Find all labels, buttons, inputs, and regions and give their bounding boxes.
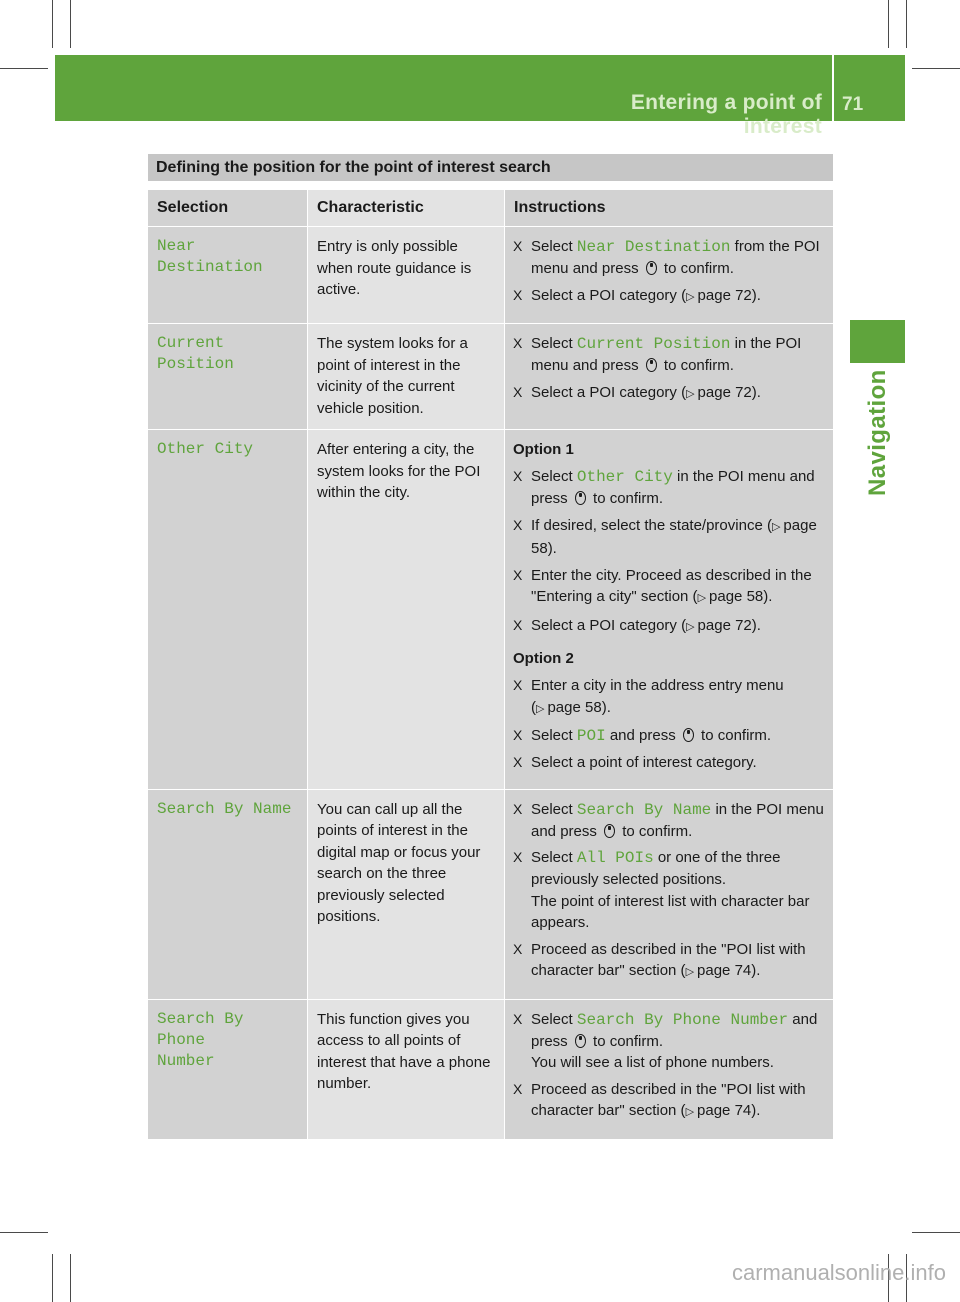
menu-item-name: Other City (576, 468, 673, 486)
step-text: to confirm. You will see a list of phone numbers. (531, 1032, 774, 1071)
instruction-step (513, 799, 826, 843)
step-text: Select (531, 335, 577, 352)
instruction-step (513, 615, 826, 639)
crop-mark (52, 0, 53, 48)
step-text: ). (601, 698, 611, 716)
step-text: Proceed as described in the "POI list with character bar" section ( (531, 940, 806, 979)
step-text: and press (531, 1010, 818, 1050)
characteristic-cell (308, 430, 505, 789)
characteristic-text: You can call up all the points of interest in the digital map or focus your search on the three previously selected positions. (317, 800, 481, 925)
crop-mark (906, 0, 907, 48)
menu-item-name: POI (576, 727, 606, 745)
step-arrow-icon: X (513, 1010, 523, 1027)
instruction-step (513, 1079, 826, 1124)
page-reference: page 58 (547, 698, 602, 716)
step-text: ). (547, 540, 557, 557)
step-text: in the POI menu and press (531, 335, 802, 374)
page-reference: page 74 (697, 962, 752, 979)
instruction-step (513, 752, 826, 774)
table-title: Defining the position for the point of interest search (148, 154, 833, 181)
step-arrow-icon: X (513, 335, 523, 351)
instruction-step (513, 333, 826, 377)
step-text: in the POI menu and press (531, 468, 815, 507)
instructions-cell (505, 790, 833, 999)
step-text: Select a point of interest category. (531, 754, 757, 771)
poi-search-table (148, 154, 833, 1139)
page-reference-arrow-icon: ▷ (771, 520, 781, 533)
step-arrow-icon: X (513, 677, 523, 693)
page-reference-arrow-icon: ▷ (686, 290, 695, 303)
step-text: Select (531, 1010, 577, 1028)
crop-mark (52, 1254, 53, 1302)
controller-knob-icon (604, 824, 615, 838)
characteristic-text: Entry is only possible when route guidance is active. (317, 238, 472, 298)
step-text: ). (751, 962, 761, 979)
selection-cell (148, 324, 308, 429)
column-header-characteristic: Characteristic (308, 190, 505, 226)
step-arrow-icon: X (513, 566, 523, 583)
controller-knob-icon (646, 358, 657, 372)
page-reference-arrow-icon: ▷ (536, 702, 545, 715)
step-arrow-icon: X (513, 727, 523, 743)
crop-mark (70, 0, 71, 48)
page-reference-arrow-icon: ▷ (697, 592, 707, 604)
step-text: in the POI menu and press (531, 800, 824, 840)
step-text: to confirm. (659, 357, 734, 374)
page-reference: page 58 (709, 588, 764, 605)
step-text: ). (751, 616, 761, 634)
characteristic-cell (308, 324, 505, 429)
instruction-step (513, 236, 826, 280)
step-text: Select (531, 849, 577, 866)
table-row (148, 429, 833, 789)
characteristic-cell (308, 227, 505, 323)
instructions-cell (505, 430, 833, 789)
step-text: Select (531, 238, 577, 255)
option-heading: Option 2 (513, 650, 574, 667)
menu-item-name: Near Destination (576, 238, 731, 256)
step-text: to confirm. (696, 727, 772, 744)
instruction-step (513, 515, 826, 560)
watermark: carmanualsonline.info (731, 1260, 946, 1285)
controller-knob-icon (575, 491, 586, 505)
controller-knob-icon (683, 728, 694, 742)
table-body (148, 226, 833, 1139)
step-arrow-icon: X (513, 286, 523, 303)
page-title: Entering a point of interest (630, 91, 822, 138)
step-text: Select (531, 468, 577, 485)
step-text: Proceed as described in the "POI list with character bar" section ( (531, 1080, 806, 1119)
page-reference: page 72 (697, 383, 752, 401)
menu-item-name: Search By Phone Number (576, 1010, 789, 1029)
selection-cell (148, 430, 308, 789)
instruction-step (513, 675, 826, 720)
page-reference-arrow-icon: ▷ (685, 1106, 695, 1118)
selection-cell (148, 1000, 308, 1139)
instruction-step (513, 285, 826, 309)
instructions-cell (505, 1000, 833, 1139)
step-text: Select a POI category ( (531, 286, 687, 304)
step-arrow-icon: X (513, 616, 523, 633)
instruction-step (513, 565, 826, 610)
instruction-step (513, 939, 826, 984)
step-text: Enter a city in the address entry menu ( (531, 677, 784, 716)
crop-mark (0, 1232, 48, 1233)
table-row (148, 323, 833, 429)
selection-menu-item: Search By Phone Number (157, 1009, 244, 1070)
selection-cell (148, 227, 308, 323)
page-number: 71 (842, 94, 864, 115)
characteristic-text: The system looks for a point of interest in the vicinity of the current vehicle position. (317, 335, 468, 417)
column-header-instructions: Instructions (505, 190, 833, 226)
step-arrow-icon: X (513, 849, 523, 865)
table-row (148, 789, 833, 999)
characteristic-text: After entering a city, the system looks for the POI within the city. (317, 441, 481, 501)
characteristic-cell (308, 1000, 505, 1139)
instruction-step (513, 1009, 826, 1074)
selection-cell (148, 790, 308, 999)
step-text: ). (751, 383, 761, 401)
step-arrow-icon: X (513, 1080, 523, 1097)
selection-menu-item: Search By Name (157, 799, 292, 818)
selection-menu-item: Near Destination (157, 237, 263, 276)
step-text: Select (531, 727, 577, 744)
instructions-cell (505, 324, 833, 429)
step-arrow-icon: X (513, 516, 523, 533)
step-arrow-icon: X (513, 383, 523, 400)
page-reference-arrow-icon: ▷ (686, 387, 695, 400)
step-text: ). (751, 286, 761, 304)
step-arrow-icon: X (513, 800, 523, 817)
page-reference: page 72 (697, 616, 752, 634)
step-text: to confirm. (588, 490, 664, 507)
menu-item-name: Search By Name (576, 800, 712, 819)
step-text: ). (751, 1102, 761, 1119)
controller-knob-icon (575, 1034, 586, 1048)
header-divider (832, 55, 834, 121)
step-text: and press (605, 727, 680, 744)
crop-mark (912, 68, 960, 69)
characteristic-text: This function gives you access to all points of interest that have a phone number. (317, 1010, 491, 1092)
table-header-row (148, 190, 833, 226)
option-heading: Option 1 (513, 441, 574, 458)
step-text: to confirm. (618, 822, 693, 840)
column-header-selection: Selection (148, 190, 308, 226)
step-text: to confirm. (659, 260, 734, 277)
table-row (148, 226, 833, 323)
page-reference: page 58 (531, 516, 817, 557)
step-text: from the POI menu and press (531, 238, 820, 277)
step-text: Select a POI category ( (531, 616, 687, 634)
step-text: or one of the three previously selected positions. The point of interest list with character bar appears. (531, 849, 810, 931)
crop-mark (70, 1254, 71, 1302)
step-arrow-icon: X (513, 940, 523, 957)
instruction-step (513, 847, 826, 934)
step-text: Select a POI category ( (531, 383, 687, 401)
selection-menu-item: Current Position (157, 334, 234, 373)
instruction-step (513, 725, 826, 747)
crop-mark (912, 1232, 960, 1233)
menu-item-name: Current Position (576, 335, 731, 353)
page-reference: page 74 (697, 1102, 752, 1119)
step-arrow-icon: X (513, 238, 523, 254)
controller-knob-icon (646, 261, 657, 275)
step-arrow-icon: X (513, 468, 523, 484)
page-reference-arrow-icon: ▷ (686, 620, 695, 633)
crop-mark (0, 68, 48, 69)
instruction-step (513, 382, 826, 406)
step-text: Enter the city. Proceed as described in the "Entering a city" section ( (531, 566, 812, 605)
crop-mark (888, 0, 889, 48)
section-tab (850, 320, 905, 363)
page-reference: page 72 (697, 286, 752, 304)
step-text: ). (763, 588, 773, 605)
selection-menu-item: Other City (157, 440, 254, 458)
characteristic-cell (308, 790, 505, 999)
step-text: Select (531, 800, 577, 818)
table-row (148, 999, 833, 1139)
step-text: If desired, select the state/province ( (531, 516, 772, 534)
page-reference-arrow-icon: ▷ (685, 966, 695, 978)
step-arrow-icon: X (513, 754, 523, 770)
instructions-cell (505, 227, 833, 323)
section-label: Navigation (864, 369, 891, 496)
menu-item-name: All POIs (576, 849, 654, 867)
instruction-step (513, 466, 826, 510)
